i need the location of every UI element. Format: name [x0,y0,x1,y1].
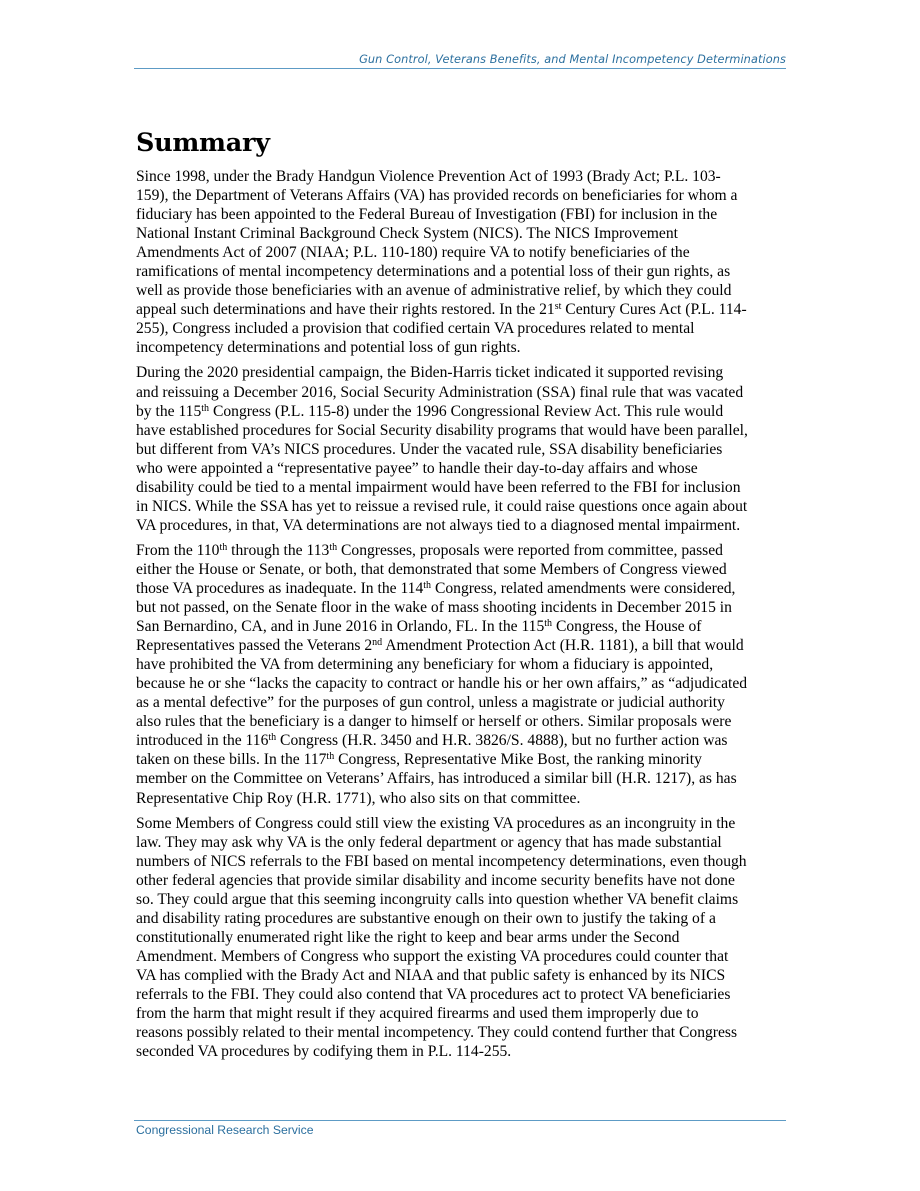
summary-paragraph [136,167,786,357]
paragraph-line: Since 1998, under the Brady Handgun Violence Prevention Act of 1993 (Brady Act; P.L. 103- [136,168,721,185]
paragraph-line: 255), Congress included a provision that codified certain VA procedures related to mental [136,320,695,338]
paragraph-line: in NICS. While the SSA has yet to reissue a revised rule, it could raise questions once again about [136,497,748,515]
summary-body [136,167,786,1061]
paragraph-line: member on the Committee on Veterans’ Affairs, has introduced a similar bill (H.R. 1217), as has [136,770,737,788]
main-content [136,125,786,1067]
header-rule [134,68,786,69]
paragraph-line: San Bernardino, CA, and in June 2016 in Orlando, FL. In the 115th Congress, the House of [136,618,702,636]
paragraph-line: but not passed, on the Senate floor in the wake of mass shooting incidents in December 2015 in [136,599,732,617]
paragraph-line: other federal agencies that provide similar disability and income security benefits have not done [136,871,735,889]
paragraph-line: Amendments Act of 2007 (NIAA; P.L. 110-180) require VA to notify beneficiaries of the [136,244,690,262]
paragraph-line: referrals to the FBI. They could also contend that VA procedures act to protect VA beneficiaries [136,985,731,1003]
paragraph-line: appeal such determinations and have their rights restored. In the 21st Century Cures Act (P.L. 114- [136,301,747,319]
paragraph-line: 159), the Department of Veterans Affairs (VA) has provided records on beneficiaries for whom a [136,187,738,205]
paragraph-line: incompetency determinations and potential loss of gun rights. [136,339,521,357]
paragraph-line: VA has complied with the Brady Act and NIAA and that public safety is enhanced by its NICS [136,966,726,984]
paragraph-line: have established procedures for Social Security disability programs that would have been parallel, [136,421,748,439]
paragraph-line: VA procedures, in that, VA determinations are not always tied to a diagnosed mental impairment. [136,516,741,534]
paragraph-line: who were appointed a “representative payee” to handle their day-to-day affairs and whose [136,459,698,477]
paragraph-line: from the harm that might result if they acquired firearms and used them improperly due to [136,1005,699,1023]
footer-rule [134,1120,786,1121]
paragraph-line: Representative Chip Roy (H.R. 1771), who also sits on that committee. [136,789,581,807]
paragraph-line: either the House or Senate, or both, that demonstrated that some Members of Congress viewed [136,560,727,578]
paragraph-line: numbers of NICS referrals to the FBI based on mental incompetency determinations, even though [136,852,747,870]
paragraph-line: so. They could argue that this seeming incongruity calls into question whether VA benefit claims [136,890,739,908]
paragraph-line: Some Members of Congress could still view the existing VA procedures as an incongruity in the [136,814,736,832]
paragraph-line: well as provide those beneficiaries with an avenue of administrative relief, by which they could [136,282,732,300]
running-header: Gun Control, Veterans Benefits, and Mental Incompetency Determinations [359,53,786,66]
paragraph-line: because he or she “lacks the capacity to contract or handle his or her own affairs,” as “adjudicated [136,675,748,693]
paragraph-line: ramifications of mental incompetency determinations and a potential loss of their gun rights, as [136,263,731,281]
summary-paragraph [136,541,786,808]
section-title: Summary [136,128,270,158]
paragraph-line: but different from VA’s NICS procedures. Under the vacated rule, SSA disability beneficiaries [136,440,723,458]
paragraph-line: and disability rating procedures are substantive enough on their own to justify the taking of a [136,909,716,927]
paragraph-line: law. They may ask why VA is the only federal department or agency that has made substantial [136,833,722,851]
paragraph-line: also rules that the beneficiary is a danger to himself or herself or others. Similar proposals were [136,713,732,731]
paragraph-line: as a mental defective” for the purposes of gun control, unless a magistrate or judicial authority [136,694,725,712]
paragraph-line: Amendment. Members of Congress who support the existing VA procedures could counter that [136,947,729,965]
paragraph-line: taken on these bills. In the 117th Congress, Representative Mike Bost, the ranking minority [136,751,702,769]
paragraph-line: During the 2020 presidential campaign, the Biden-Harris ticket indicated it supported revising [136,364,724,382]
paragraph-line: introduced in the 116th Congress (H.R. 3450 and H.R. 3826/S. 4888), but no further action was [136,732,728,750]
paragraph-line: National Instant Criminal Background Check System (NICS). The NICS Improvement [136,225,678,243]
paragraph-line: reasons possibly related to their mental incompetency. They could contend further that Congress [136,1024,738,1042]
summary-paragraph [136,363,786,534]
paragraph-line: fiduciary has been appointed to the Federal Bureau of Investigation (FBI) for inclusion in the [136,206,718,224]
paragraph-line: From the 110th through the 113th Congresses, proposals were reported from committee, passed [136,541,723,559]
paragraph-line: seconded VA procedures by codifying them in P.L. 114-255. [136,1043,512,1061]
paragraph-line: have prohibited the VA from determining any beneficiary for whom a fiduciary is appointed, [136,656,714,674]
paragraph-line: disability could be tied to a mental impairment would have been referred to the FBI for inclusion [136,478,741,496]
footer-source: Congressional Research Service [136,1123,314,1137]
paragraph-line: those VA procedures as inadequate. In the 114th Congress, related amendments were considered, [136,579,736,597]
paragraph-line: Representatives passed the Veterans 2nd Amendment Protection Act (H.R. 1181), a bill that would [136,637,744,655]
paragraph-line: by the 115th Congress (P.L. 115-8) under the 1996 Congressional Review Act. This rule would [136,402,724,420]
paragraph-line: constitutionally enumerated right like the right to keep and bear arms under the Second [136,928,680,946]
summary-paragraph [136,814,786,1062]
paragraph-line: and reissuing a December 2016, Social Security Administration (SSA) final rule that was vacated [136,383,744,401]
